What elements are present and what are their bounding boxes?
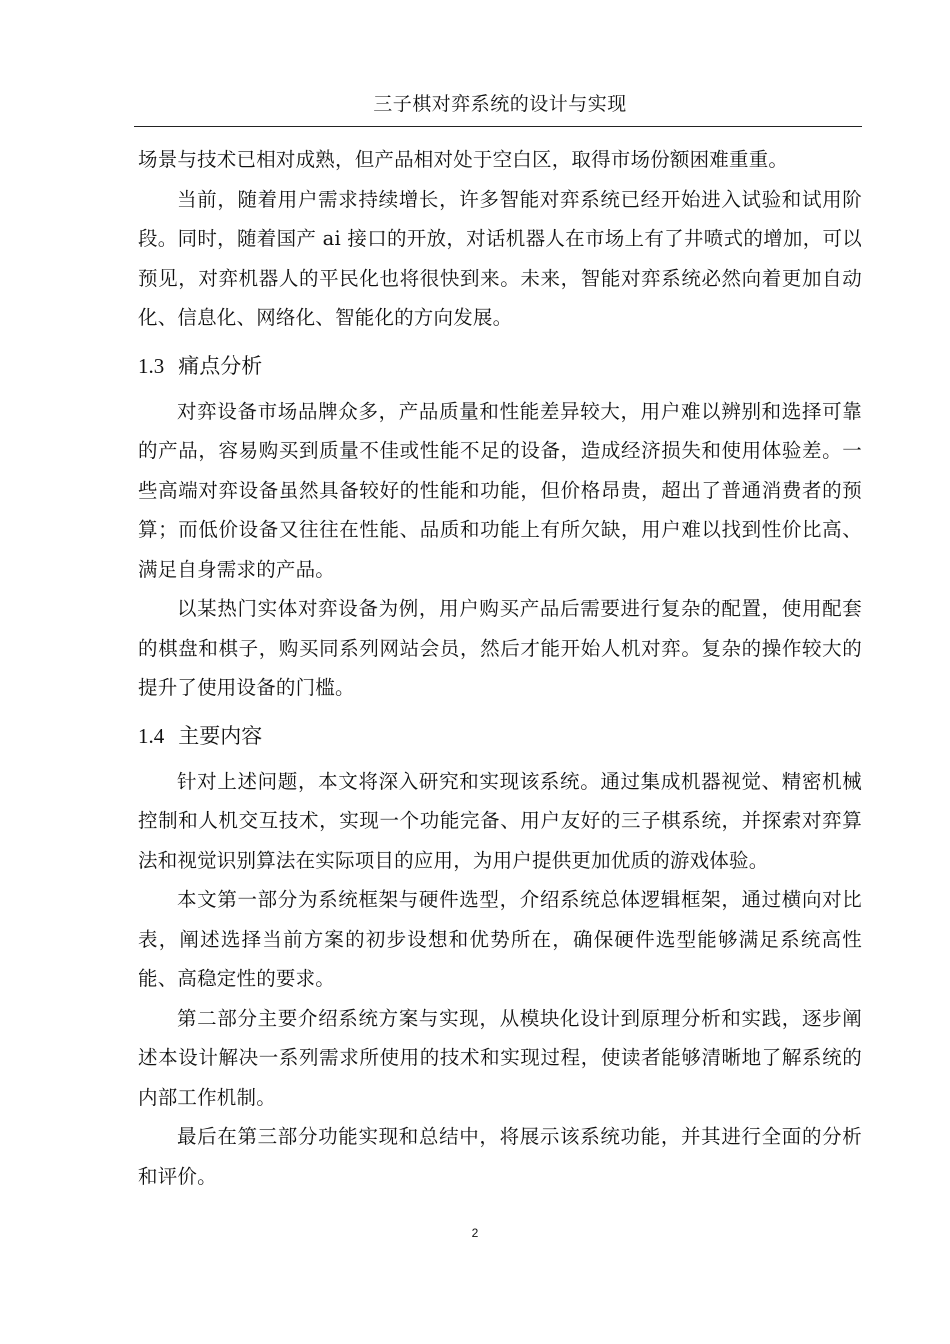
paragraph-pain-point-1: 对弈设备市场品牌众多，产品质量和性能差异较大，用户难以辨别和选择可靠的产品，容易购买到质量不佳或性能不足的设备，造成经济损失和使用体验差。一些高端对弈设备虽然具备较好的性能和功能，但价格昂贵，超出了普通消费者的预算；而低价设备又往往在性能、品质和功能上有所欠缺，用户难以找到性价比高、满足自身需求的产品。 — [138, 399, 862, 581]
paragraph-main-content-3: 第二部分主要介绍系统方案与实现，从模块化设计到原理分析和实践，逐步阐述本设计解决一系列需求所使用的技术和实现过程，使读者能够清晰地了解系统的内部工作机制。 — [138, 1006, 862, 1109]
paragraph-pain-point-2: 以某热门实体对弈设备为例，用户购买产品后需要进行复杂的配置，使用配套的棋盘和棋子，购买同系列网站会员，然后才能开始人机对弈。复杂的操作较大的提升了使用设备的门槛。 — [138, 597, 862, 699]
paragraph-main-content-2: 本文第一部分为系统框架与硬件选型，介绍系统总体逻辑框架，通过横向对比表，阐述选择当前方案的初步设想和优势所在，确保硬件选型能够满足系统高性能、高稳定性的要求。 — [138, 888, 862, 990]
section-title: 主要内容 — [178, 723, 263, 748]
page-number: 2 — [471, 1226, 479, 1240]
paragraph-market-outlook: 当前，随着用户需求持续增长，许多智能对弈系统已经开始进入试验和试用阶段。同时，随着国产 ai 接口的开放，对话机器人在市场上有了井喷式的增加，可以预见，对弈机器人的平民化也将很快到来。未来，智能对弈系统必然向着更加自动化、信息化、网络化、智能化的方向发展。 — [138, 187, 862, 329]
section-number: 1.3 — [138, 353, 165, 378]
paragraph-main-content-4: 最后在第三部分功能实现和总结中，将展示该系统功能，并其进行全面的分析和评价。 — [138, 1125, 862, 1188]
section-heading-1-3 — [138, 346, 862, 386]
paragraph-main-content-1: 针对上述问题，本文将深入研究和实现该系统。通过集成机器视觉、精密机械控制和人机交互技术，实现一个功能完备、用户友好的三子棋系统，并探索对弈算法和视觉识别算法在实际项目的应用，为用户提供更加优质的游戏体验。 — [138, 769, 862, 872]
section-title: 痛点分析 — [178, 353, 263, 378]
header-divider — [134, 126, 862, 127]
section-heading-1-4 — [138, 716, 862, 756]
body-content — [138, 140, 862, 1196]
paragraph-continuation: 场景与技术已相对成熟，但产品相对处于空白区，取得市场份额困难重重。 — [138, 148, 789, 171]
section-number: 1.4 — [138, 723, 165, 748]
running-header-title: 三子棋对弈系统的设计与实现 — [373, 93, 627, 115]
